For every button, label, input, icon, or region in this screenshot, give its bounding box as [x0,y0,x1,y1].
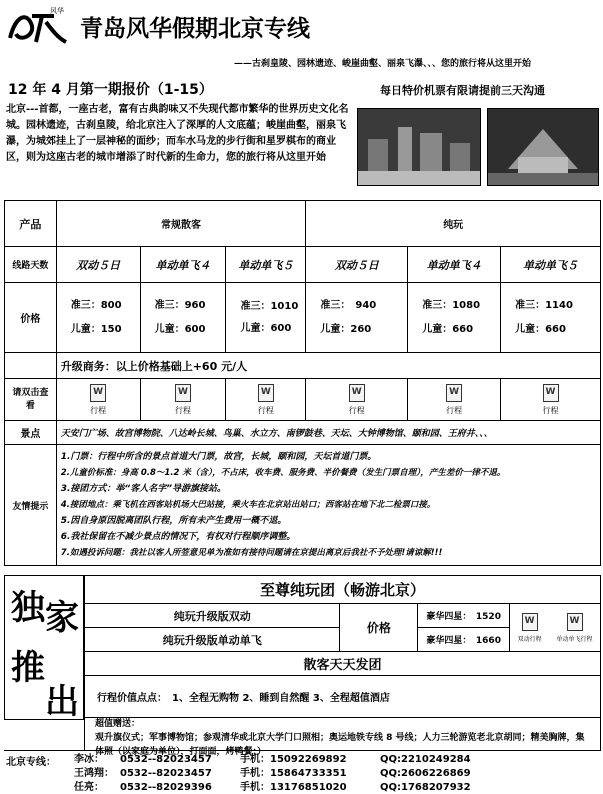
photo-beijing-landmark [487,108,599,186]
tip-item: 4.接团地点：乘飞机在西客站机场大巴站接，乘火车在北京站出站口；西客站在地下北二检票口接。 [60,500,436,510]
tip-item: 2.儿童价标准：身高 0.8～1.2 米（含），不占床，收车费、服务费、半价餐费（发生门票自理），产生差价一律不退。 [60,468,506,478]
contacts-label: 北京专线： [6,757,56,768]
row-days: 线路天数 [5,247,57,283]
itinerary-label: 行程 [175,405,192,415]
qq-label: QQ: [380,754,402,765]
word-doc-icon[interactable] [446,384,462,402]
period-title: 12 年 4 月第一期报价（1-15） [8,82,213,98]
word-doc-icon[interactable] [175,384,191,402]
adult-price: 准三： 940 [320,299,377,311]
route-0: 双动５日 [56,247,140,283]
itinerary-doc-1[interactable] [140,379,226,421]
itinerary-label: 行程 [446,405,463,415]
word-doc-icon[interactable] [90,384,106,402]
contact-row [74,753,471,767]
child-price: 儿童：600 [154,323,206,335]
contact-qq: 1768207932 [401,782,471,793]
upgrade-note: 升级商务：以上价格基础上+60 元/人 [56,353,600,379]
empty-cell [5,353,57,379]
tip-item: 7.如遇投诉问题：我社以客人所签意见单为准如有接待问题请在京提出离京后我社不予处理!请谅解!!! [60,548,443,558]
daily-departure: 散客天天发团 [85,652,601,676]
notice: 每日特价机票有限请提前三天沟通 [380,84,545,97]
tip-item: 1.门票：行程中所含的景点首道大门票，故宫，长城，颐和园，天坛首道门票。 [60,452,377,462]
word-doc-icon[interactable] [567,613,583,631]
col-product: 产品 [5,201,57,247]
itinerary-label: 行程 [348,405,365,415]
itinerary-doc-0[interactable] [56,379,140,421]
price-cell-4 [408,283,501,353]
contact-tel: 0532--82029396 [120,782,212,793]
contact-row [74,767,471,781]
logo [6,8,72,48]
tip-item: 3.接团方式：举“客人名字”导游旗接站。 [60,484,226,494]
group-regular: 常规散客 [56,201,306,247]
mobile-label: 手机： [240,782,270,793]
gifts-text: 观升旗仪式；军事博物馆；参观清华或北京大学门口照相；奥运地铁专线 8 号线；人力三轮游览老北京胡同；精美胸牌，集体照（以家庭为单位），打面面，烤鸭餐；） [95,733,585,757]
badge-char: 出 [45,682,79,722]
exclusive-price-label: 价格 [340,604,418,652]
exclusive-price-2: 豪华四星： 1660 [418,628,510,652]
contact-tel: 0532--82023457 [120,768,212,779]
child-price: 儿童：660 [422,323,474,335]
intro-text: 北京---首都，一座古老，富有古典韵味又不失现代都市繁华的世界历史文化名城。园林遗迹，古刹皇陵，给北京注入了深厚的人文底蕴；峻崖曲壑，丽泉飞瀑，为城郊挂上了一层神秘的面纱；而车水马龙的步行街和星罗棋布的商业区，则为这座古老的城市增添了时代新的生命力，您的旅行将从这里开始 [6,104,349,163]
adult-price: 准三：1010 [240,300,299,312]
page-title: 青岛风华假期北京专线 [80,15,310,42]
row-tips: 友情提示 [5,445,57,566]
price-cell-1 [140,283,226,353]
tips-cell [56,445,600,566]
exclusive-docs [510,604,601,652]
exclusive-title: 至尊纯玩团（畅游北京） [85,576,601,604]
word-doc-icon[interactable] [258,384,274,402]
contact-mobile: 15864733351 [270,768,347,779]
word-doc-icon[interactable] [349,384,365,402]
spots-list: 天安门广场、故宫博物院、八达岭长城、鸟巢、水立方、南锣鼓巷、天坛、大钟博物馆、颐和园、王府井、、、 [56,421,600,445]
itinerary-label: 行程 [257,405,274,415]
adult-price: 准三：1080 [422,299,481,311]
price-cell-2 [226,283,306,353]
child-price: 儿童：660 [515,323,566,335]
contacts [4,750,601,794]
gifts-title: 超值赠送： [95,719,141,729]
doc-label: 双动行程 [517,635,542,643]
itinerary-doc-4[interactable] [408,379,501,421]
itinerary-doc-3[interactable] [306,379,408,421]
itinerary-doc-5[interactable] [501,379,601,421]
gifts-box [84,717,601,757]
row-spots: 景点 [5,421,57,445]
mobile-label: 手机： [240,754,270,765]
contact-name: 李冰： [74,754,104,765]
group-pure: 纯玩 [306,201,601,247]
price-table [4,200,601,566]
price-cell-5 [501,283,601,353]
badge-char: 推 [11,648,45,688]
qq-label: QQ: [380,782,402,793]
route-2: 单动单飞５ [226,247,306,283]
route-5: 单动单飞５ [501,247,601,283]
tip-item: 6.我社保留在不减少景点的情况下，有权对行程顺序调整。 [60,532,296,542]
route-4: 单动单飞４ [408,247,501,283]
row-itinerary: 请双击查看 [5,379,57,421]
value-points: 行程价值点点： 1、全程无购物 2、睡到自然醒 3、全程超值酒店 [85,676,601,718]
adult-price: 准三：960 [154,299,206,311]
contact-qq: 2210249284 [401,754,471,765]
qq-label: QQ: [380,768,402,779]
exclusive-table [84,575,601,718]
contact-tel: 0532--82023457 [120,754,212,765]
route-3: 双动５日 [306,247,408,283]
contact-mobile: 15092269892 [270,754,347,765]
child-price: 儿童：600 [240,322,292,334]
row-price: 价格 [5,283,57,353]
exclusive-product-1: 纯玩升级版双动 [85,604,340,628]
price-cell-3 [306,283,408,353]
route-1: 单动单飞４ [140,247,226,283]
tip-item: 5.因自身原因脱离团队行程，所有未产生费用一概不退。 [60,516,287,526]
child-price: 儿童：260 [320,323,372,335]
tagline: ——古刹皇陵、园林遗迹、峻崖曲壑、丽泉飞瀑、、、您的旅行将从这里开始 [234,59,532,69]
word-doc-icon[interactable] [543,384,559,402]
exclusive-product-2: 纯玩升级版单动单飞 [85,628,340,652]
itinerary-label: 行程 [90,405,107,415]
adult-price: 准三：800 [70,299,122,311]
photo-beijing-night [357,108,481,186]
itinerary-doc-2[interactable] [226,379,306,421]
badge-char: 家 [45,598,79,638]
contact-mobile: 13176851020 [270,782,347,793]
adult-price: 准三：1140 [515,299,573,311]
badge-char: 独 [11,588,45,628]
contact-qq: 2606226869 [401,768,471,779]
exclusive-price-1: 豪华四星： 1520 [418,604,510,628]
contact-name: 王鸿翔： [74,768,114,779]
exclusive-badge [4,575,84,720]
itinerary-label: 行程 [542,405,559,415]
exclusive-doc-1[interactable] [518,613,542,643]
word-doc-icon[interactable] [522,613,538,631]
logo-text: 风华 [50,7,64,15]
exclusive-doc-2[interactable] [557,613,593,643]
price-cell-0 [56,283,140,353]
contact-name: 任亮： [74,782,104,793]
contact-row [74,781,471,794]
child-price: 儿童：150 [70,323,122,335]
mobile-label: 手机： [240,768,270,779]
doc-label: 单动单飞行程 [556,635,593,643]
